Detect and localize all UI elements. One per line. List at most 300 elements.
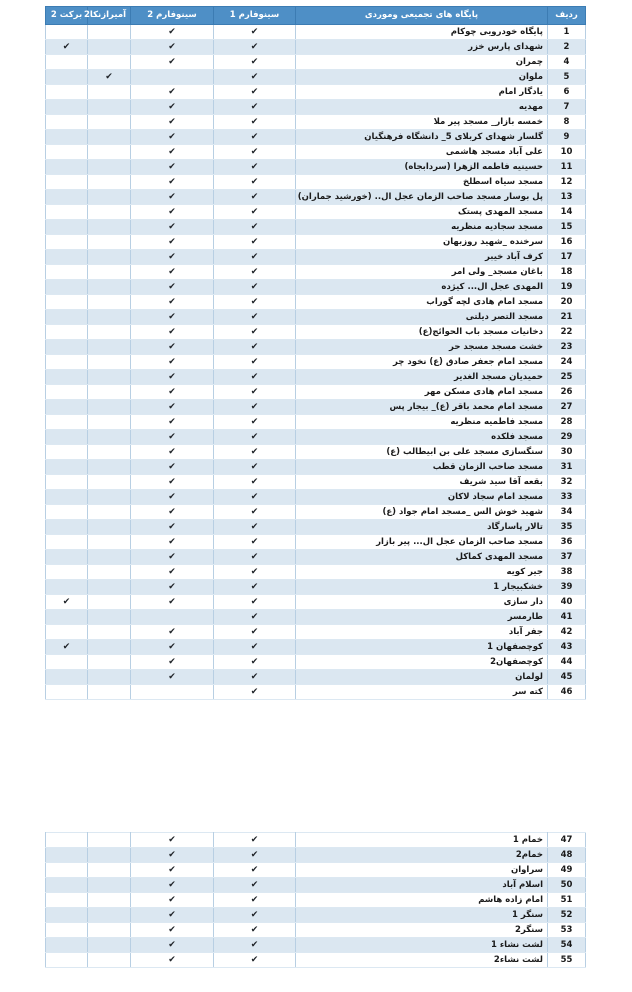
cell-sinopharm-2	[131, 610, 214, 625]
cell-radif: 32	[548, 475, 586, 490]
check-icon: ✔	[168, 162, 176, 172]
cell-station-name: کوچصفهان2	[296, 655, 548, 670]
cell-barekat-2	[46, 310, 88, 325]
check-icon: ✔	[250, 537, 259, 547]
check-icon: ✔	[250, 567, 259, 577]
cell-station-name: مسجد امام سجاد لاکان	[296, 490, 548, 505]
check-icon: ✔	[168, 357, 176, 367]
cell-station-name: سنگر2	[296, 923, 548, 938]
check-icon: ✔	[168, 492, 176, 502]
cell-sinopharm-1	[214, 893, 296, 908]
check-icon: ✔	[168, 865, 176, 875]
check-icon: ✔	[168, 27, 176, 37]
check-icon: ✔	[168, 57, 176, 67]
cell-station-name: خمسه بازار_ مسجد پیر ملا	[296, 115, 548, 130]
check-icon: ✔	[250, 925, 259, 935]
check-icon: ✔	[168, 627, 176, 637]
cell-sinopharm-2	[131, 475, 214, 490]
check-icon: ✔	[250, 627, 259, 637]
cell-sinopharm-2	[131, 355, 214, 370]
table-row	[46, 445, 586, 460]
cell-station-name: خشکبیجار 1	[296, 580, 548, 595]
cell-sinopharm-2	[131, 863, 214, 878]
cell-sinopharm-1	[214, 415, 296, 430]
cell-barekat-2	[46, 565, 88, 580]
cell-sinopharm-2	[131, 460, 214, 475]
table-row	[46, 893, 586, 908]
cell-radif: 28	[548, 415, 586, 430]
check-icon: ✔	[250, 147, 259, 157]
check-icon: ✔	[105, 72, 113, 82]
table-row	[46, 355, 586, 370]
check-icon: ✔	[250, 612, 259, 622]
table-row	[46, 520, 586, 535]
cell-radif: 19	[548, 280, 586, 295]
cell-sinopharm-2	[131, 265, 214, 280]
table-row	[46, 848, 586, 863]
cell-barekat-2	[46, 640, 88, 655]
cell-barekat-2	[46, 85, 88, 100]
vaccination-table	[45, 6, 586, 700]
cell-station-name: مسجد فاطمیه منظریه	[296, 415, 548, 430]
cell-sinopharm-1	[214, 460, 296, 475]
cell-sinopharm-1	[214, 325, 296, 340]
cell-sinopharm-1	[214, 115, 296, 130]
cell-radif: 40	[548, 595, 586, 610]
cell-radif: 29	[548, 430, 586, 445]
cell-station-name: باغان مسجد_ ولی امر	[296, 265, 548, 280]
cell-barekat-2	[46, 460, 88, 475]
check-icon: ✔	[250, 162, 259, 172]
cell-amirazanka-2	[88, 475, 131, 490]
cell-sinopharm-2	[131, 220, 214, 235]
cell-radif: 14	[548, 205, 586, 220]
table-row	[46, 130, 586, 145]
cell-barekat-2	[46, 205, 88, 220]
cell-amirazanka-2	[88, 310, 131, 325]
check-icon: ✔	[250, 597, 259, 607]
cell-amirazanka-2	[88, 505, 131, 520]
cell-radif: 35	[548, 520, 586, 535]
table-row	[46, 100, 586, 115]
check-icon: ✔	[250, 492, 259, 502]
vaccination-table-part-1	[46, 6, 586, 700]
cell-amirazanka-2	[88, 280, 131, 295]
cell-radif: 15	[548, 220, 586, 235]
cell-barekat-2	[46, 520, 88, 535]
table-row	[46, 190, 586, 205]
cell-sinopharm-1	[214, 685, 296, 700]
check-icon: ✔	[168, 147, 176, 157]
cell-amirazanka-2	[88, 175, 131, 190]
cell-radif: 47	[548, 833, 586, 848]
table-row	[46, 70, 586, 85]
cell-barekat-2	[46, 938, 88, 953]
cell-station-name: حسینیه فاطمه الزهرا (سردابجاه)	[296, 160, 548, 175]
cell-radif: 41	[548, 610, 586, 625]
cell-barekat-2	[46, 580, 88, 595]
cell-barekat-2	[46, 220, 88, 235]
check-icon: ✔	[168, 102, 176, 112]
cell-amirazanka-2	[88, 325, 131, 340]
check-icon: ✔	[250, 372, 259, 382]
table-row	[46, 85, 586, 100]
cell-sinopharm-2	[131, 115, 214, 130]
cell-sinopharm-2	[131, 938, 214, 953]
cell-barekat-2	[46, 610, 88, 625]
cell-amirazanka-2	[88, 550, 131, 565]
check-icon: ✔	[168, 507, 176, 517]
check-icon: ✔	[168, 312, 176, 322]
cell-barekat-2	[46, 265, 88, 280]
cell-sinopharm-1	[214, 595, 296, 610]
cell-barekat-2	[46, 923, 88, 938]
cell-sinopharm-2	[131, 520, 214, 535]
cell-sinopharm-2	[131, 325, 214, 340]
check-icon: ✔	[168, 372, 176, 382]
check-icon: ✔	[168, 207, 176, 217]
cell-amirazanka-2	[88, 595, 131, 610]
check-icon: ✔	[250, 507, 259, 517]
check-icon: ✔	[250, 237, 259, 247]
cell-radif: 2	[548, 40, 586, 55]
cell-amirazanka-2	[88, 400, 131, 415]
cell-sinopharm-1	[214, 878, 296, 893]
cell-station-name: ملوان	[296, 70, 548, 85]
check-icon: ✔	[250, 42, 259, 52]
check-icon: ✔	[168, 522, 176, 532]
check-icon: ✔	[168, 880, 176, 890]
cell-radif: 9	[548, 130, 586, 145]
check-icon: ✔	[250, 72, 259, 82]
cell-barekat-2	[46, 175, 88, 190]
table-row	[46, 25, 586, 40]
cell-station-name: بقعه آقا سید شریف	[296, 475, 548, 490]
table-row	[46, 863, 586, 878]
check-icon: ✔	[250, 672, 259, 682]
table-row	[46, 535, 586, 550]
cell-sinopharm-1	[214, 908, 296, 923]
cell-barekat-2	[46, 430, 88, 445]
cell-barekat-2	[46, 25, 88, 40]
cell-amirazanka-2	[88, 385, 131, 400]
cell-radif: 34	[548, 505, 586, 520]
cell-radif: 43	[548, 640, 586, 655]
table-row	[46, 878, 586, 893]
check-icon: ✔	[168, 192, 176, 202]
cell-radif: 23	[548, 340, 586, 355]
check-icon: ✔	[250, 462, 259, 472]
cell-amirazanka-2	[88, 833, 131, 848]
cell-amirazanka-2	[88, 923, 131, 938]
table-row	[46, 205, 586, 220]
table-row	[46, 40, 586, 55]
cell-amirazanka-2	[88, 40, 131, 55]
cell-radif: 10	[548, 145, 586, 160]
cell-radif: 33	[548, 490, 586, 505]
cell-station-name: تالار پاسارگاد	[296, 520, 548, 535]
column-header-sinopharm-2: سینوفارم 2	[131, 7, 214, 25]
cell-amirazanka-2	[88, 265, 131, 280]
cell-sinopharm-1	[214, 355, 296, 370]
cell-barekat-2	[46, 400, 88, 415]
cell-sinopharm-1	[214, 70, 296, 85]
cell-sinopharm-1	[214, 85, 296, 100]
table-row	[46, 490, 586, 505]
cell-station-name: مسجد صاحب الزمان قطب	[296, 460, 548, 475]
cell-station-name: مسجد سیاه اسطلخ	[296, 175, 548, 190]
check-icon: ✔	[62, 597, 71, 607]
table-row	[46, 610, 586, 625]
table-row	[46, 580, 586, 595]
cell-radif: 51	[548, 893, 586, 908]
cell-station-name: المهدی عجل ال... کیژده	[296, 280, 548, 295]
check-icon: ✔	[168, 387, 176, 397]
vaccination-table-part-2	[46, 832, 586, 968]
cell-sinopharm-1	[214, 580, 296, 595]
cell-station-name: جیر کویه	[296, 565, 548, 580]
cell-amirazanka-2	[88, 938, 131, 953]
cell-radif: 25	[548, 370, 586, 385]
cell-amirazanka-2	[88, 863, 131, 878]
check-icon: ✔	[168, 42, 176, 52]
cell-sinopharm-1	[214, 370, 296, 385]
check-icon: ✔	[168, 447, 176, 457]
cell-barekat-2	[46, 670, 88, 685]
check-icon: ✔	[250, 117, 259, 127]
check-icon: ✔	[168, 552, 176, 562]
cell-amirazanka-2	[88, 25, 131, 40]
cell-amirazanka-2	[88, 370, 131, 385]
cell-sinopharm-2	[131, 550, 214, 565]
check-icon: ✔	[250, 267, 259, 277]
cell-radif: 20	[548, 295, 586, 310]
cell-barekat-2	[46, 160, 88, 175]
cell-station-name: دخانیات مسجد باب الحوائج(ع)	[296, 325, 548, 340]
table-row	[46, 430, 586, 445]
check-icon: ✔	[250, 850, 259, 860]
cell-sinopharm-1	[214, 310, 296, 325]
cell-barekat-2	[46, 235, 88, 250]
cell-amirazanka-2	[88, 130, 131, 145]
cell-barekat-2	[46, 685, 88, 700]
cell-sinopharm-2	[131, 250, 214, 265]
cell-radif: 11	[548, 160, 586, 175]
cell-barekat-2	[46, 370, 88, 385]
cell-sinopharm-1	[214, 475, 296, 490]
column-header-sinopharm-1: سینوفارم 1	[214, 7, 296, 25]
table-row	[46, 640, 586, 655]
cell-sinopharm-2	[131, 595, 214, 610]
cell-station-name: خشت مسجد مسجد حر	[296, 340, 548, 355]
cell-amirazanka-2	[88, 115, 131, 130]
cell-sinopharm-1	[214, 400, 296, 415]
cell-sinopharm-2	[131, 670, 214, 685]
cell-sinopharm-2	[131, 430, 214, 445]
cell-sinopharm-2	[131, 415, 214, 430]
cell-sinopharm-2	[131, 160, 214, 175]
check-icon: ✔	[250, 940, 259, 950]
cell-barekat-2	[46, 848, 88, 863]
cell-sinopharm-1	[214, 175, 296, 190]
cell-sinopharm-1	[214, 145, 296, 160]
cell-sinopharm-1	[214, 265, 296, 280]
table-body	[46, 833, 586, 968]
cell-station-name: جفر آباد	[296, 625, 548, 640]
check-icon: ✔	[168, 252, 176, 262]
cell-station-name: سنگسازی مسجد علی بن ابیطالب (ع)	[296, 445, 548, 460]
cell-sinopharm-2	[131, 145, 214, 160]
cell-station-name: کته سر	[296, 685, 548, 700]
cell-amirazanka-2	[88, 85, 131, 100]
table-row	[46, 370, 586, 385]
check-icon: ✔	[250, 687, 259, 697]
cell-radif: 18	[548, 265, 586, 280]
cell-station-name: حمیدیان مسجد الغدیر	[296, 370, 548, 385]
table-row	[46, 415, 586, 430]
check-icon: ✔	[168, 402, 176, 412]
cell-barekat-2	[46, 280, 88, 295]
cell-sinopharm-2	[131, 85, 214, 100]
cell-amirazanka-2	[88, 100, 131, 115]
cell-amirazanka-2	[88, 340, 131, 355]
check-icon: ✔	[250, 57, 259, 67]
check-icon: ✔	[250, 342, 259, 352]
cell-sinopharm-2	[131, 685, 214, 700]
table-row	[46, 565, 586, 580]
cell-barekat-2	[46, 295, 88, 310]
cell-sinopharm-1	[214, 190, 296, 205]
cell-barekat-2	[46, 893, 88, 908]
check-icon: ✔	[168, 582, 176, 592]
cell-sinopharm-1	[214, 938, 296, 953]
check-icon: ✔	[168, 835, 176, 845]
cell-amirazanka-2	[88, 415, 131, 430]
cell-amirazanka-2	[88, 908, 131, 923]
table-row	[46, 595, 586, 610]
cell-sinopharm-1	[214, 100, 296, 115]
cell-sinopharm-2	[131, 565, 214, 580]
cell-sinopharm-1	[214, 295, 296, 310]
check-icon: ✔	[250, 657, 259, 667]
cell-sinopharm-2	[131, 848, 214, 863]
cell-station-name: لشت نشاء2	[296, 953, 548, 968]
cell-barekat-2	[46, 130, 88, 145]
cell-sinopharm-2	[131, 505, 214, 520]
table-row	[46, 670, 586, 685]
cell-sinopharm-2	[131, 908, 214, 923]
check-icon: ✔	[250, 895, 259, 905]
cell-barekat-2	[46, 100, 88, 115]
column-header-barekat-2: برکت 2	[46, 7, 88, 25]
cell-radif: 6	[548, 85, 586, 100]
cell-station-name: مسجد امام هادی لچه گوراب	[296, 295, 548, 310]
cell-radif: 50	[548, 878, 586, 893]
cell-amirazanka-2	[88, 580, 131, 595]
check-icon: ✔	[250, 252, 259, 262]
cell-barekat-2	[46, 415, 88, 430]
table-body	[46, 25, 586, 700]
check-icon: ✔	[168, 432, 176, 442]
check-icon: ✔	[168, 237, 176, 247]
check-icon: ✔	[250, 222, 259, 232]
cell-barekat-2	[46, 70, 88, 85]
cell-amirazanka-2	[88, 655, 131, 670]
check-icon: ✔	[250, 955, 259, 965]
cell-barekat-2	[46, 355, 88, 370]
cell-station-name: شهید خوش الس _مسجد امام جواد (ع)	[296, 505, 548, 520]
check-icon: ✔	[250, 402, 259, 412]
check-icon: ✔	[168, 850, 176, 860]
check-icon: ✔	[168, 567, 176, 577]
column-header-radif: ردیف	[548, 7, 586, 25]
check-icon: ✔	[168, 267, 176, 277]
cell-barekat-2	[46, 595, 88, 610]
cell-sinopharm-1	[214, 535, 296, 550]
cell-amirazanka-2	[88, 70, 131, 85]
cell-sinopharm-2	[131, 490, 214, 505]
cell-sinopharm-2	[131, 340, 214, 355]
check-icon: ✔	[250, 522, 259, 532]
table-row	[46, 505, 586, 520]
cell-station-name: پل بوسار مسجد صاحب الزمان عجل ال.. (خورشید جماران)	[296, 190, 548, 205]
cell-barekat-2	[46, 535, 88, 550]
cell-station-name: سرخنده _شهید روزبهان	[296, 235, 548, 250]
cell-station-name: مسجد سجادیه منظریه	[296, 220, 548, 235]
cell-amirazanka-2	[88, 160, 131, 175]
table-row	[46, 55, 586, 70]
check-icon: ✔	[250, 447, 259, 457]
cell-sinopharm-1	[214, 848, 296, 863]
cell-station-name: مسجد التصر دیلتی	[296, 310, 548, 325]
cell-amirazanka-2	[88, 535, 131, 550]
cell-station-name: دار سازی	[296, 595, 548, 610]
cell-station-name: شهدای پارس خزر	[296, 40, 548, 55]
cell-radif: 36	[548, 535, 586, 550]
cell-sinopharm-2	[131, 878, 214, 893]
table-row	[46, 923, 586, 938]
check-icon: ✔	[168, 282, 176, 292]
table-row	[46, 145, 586, 160]
cell-sinopharm-1	[214, 55, 296, 70]
cell-barekat-2	[46, 190, 88, 205]
cell-station-name: کرف آباد خیبر	[296, 250, 548, 265]
cell-sinopharm-2	[131, 580, 214, 595]
check-icon: ✔	[250, 880, 259, 890]
check-icon: ✔	[250, 192, 259, 202]
table-row	[46, 280, 586, 295]
cell-radif: 5	[548, 70, 586, 85]
cell-radif: 1	[548, 25, 586, 40]
table-row	[46, 175, 586, 190]
check-icon: ✔	[168, 222, 176, 232]
cell-sinopharm-2	[131, 295, 214, 310]
cell-sinopharm-1	[214, 205, 296, 220]
cell-amirazanka-2	[88, 190, 131, 205]
cell-sinopharm-1	[214, 250, 296, 265]
cell-station-name: پایگاه خودرویی چوکام	[296, 25, 548, 40]
check-icon: ✔	[168, 925, 176, 935]
check-icon: ✔	[168, 462, 176, 472]
cell-radif: 54	[548, 938, 586, 953]
cell-barekat-2	[46, 40, 88, 55]
cell-sinopharm-2	[131, 130, 214, 145]
cell-sinopharm-1	[214, 520, 296, 535]
cell-amirazanka-2	[88, 565, 131, 580]
cell-radif: 53	[548, 923, 586, 938]
table-row	[46, 250, 586, 265]
cell-station-name: گلسار شهدای کربلای 5_ دانشگاه فرهنگیان	[296, 130, 548, 145]
